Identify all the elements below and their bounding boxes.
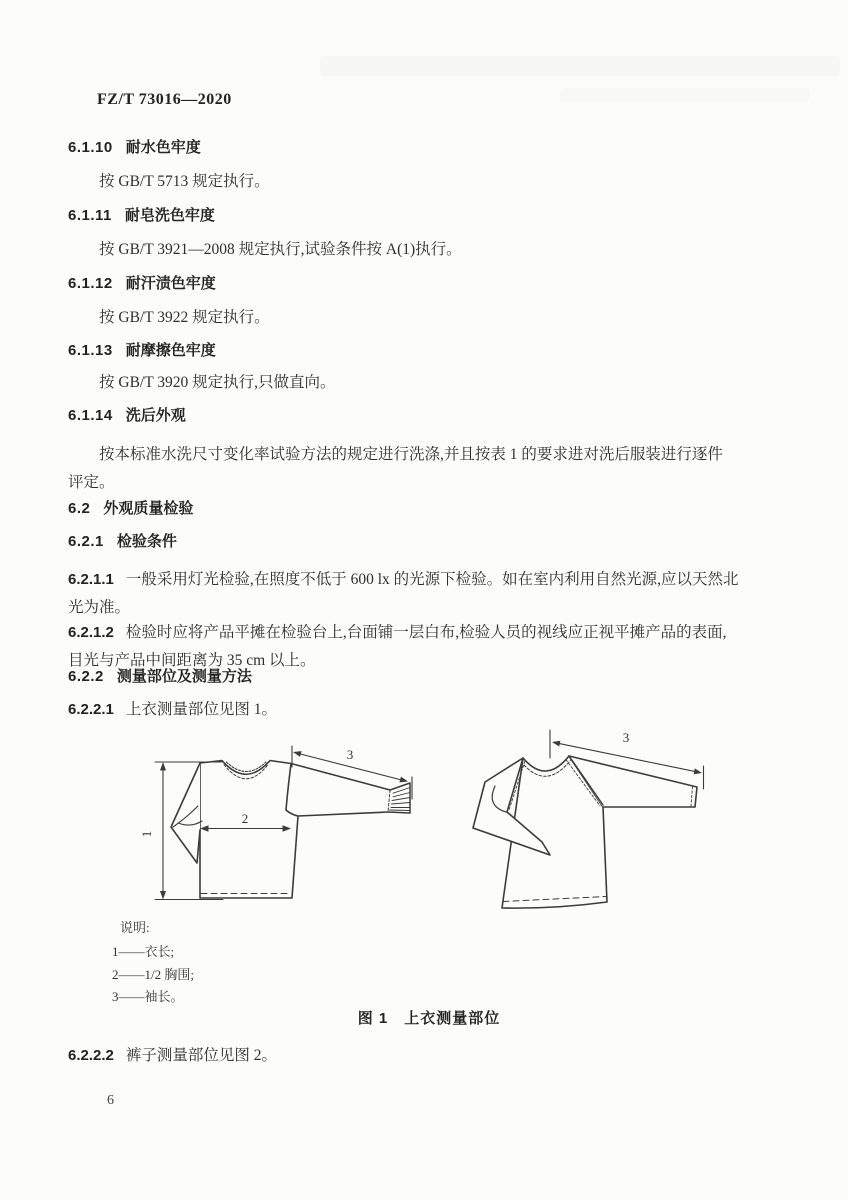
paragraph-6-2-2-1 (68, 700, 277, 720)
figure-1-drawing (105, 722, 765, 914)
section-title: 耐皂洗色牢度 (124, 207, 215, 224)
section-number: 6.2.1 (68, 533, 104, 550)
paragraph-line: 光为准。 (68, 599, 131, 616)
section-title: 洗后外观 (125, 407, 186, 424)
dim-label-length: 1 (139, 830, 154, 838)
figure-1-caption: 图 1 上衣测量部位 (357, 1010, 501, 1027)
section-heading-6-1-14 (68, 407, 186, 426)
clause-text: 裤子测量部位见图 2。 (125, 1047, 278, 1064)
figure-legend (112, 941, 194, 1009)
figure-legend-title: 说明: (120, 920, 150, 935)
clause-text: 一般采用灯光检验,在照度不低于 600 lx 的光源下检验。如在室内利用自然光源,应以天然北 (125, 571, 739, 588)
section-number: 6.1.13 (68, 342, 113, 359)
legend-item: 2——1/2 胸围; (112, 966, 194, 982)
paragraph-6-1-10: 按 GB/T 5713 规定执行。 (99, 173, 270, 190)
section-title: 耐水色牢度 (125, 139, 201, 156)
section-heading-6-1-13 (68, 342, 216, 361)
section-number: 6.1.11 (68, 207, 112, 224)
paragraph-6-1-11: 按 GB/T 3921—2008 规定执行,试验条件按 A(1)执行。 (99, 241, 462, 258)
section-number: 6.1.14 (68, 407, 113, 424)
legend-item: 1——衣长; (112, 944, 175, 959)
paragraph-6-2-1-1 (68, 566, 790, 622)
standard-number-header: FZ/T 73016—2020 (97, 91, 232, 108)
paragraph-6-1-13: 按 GB/T 3920 规定执行,只做直向。 (99, 374, 336, 391)
section-number: 6.1.10 (68, 139, 113, 156)
section-title: 外观质量检验 (103, 500, 194, 517)
scan-smudge (560, 88, 810, 102)
page-number: 6 (107, 1093, 114, 1108)
clause-text: 上衣测量部位见图 1。 (125, 701, 278, 718)
paragraph-line: 目光与产品中间距离为 35 cm 以上。 (68, 652, 316, 669)
clause-number: 6.2.1.1 (68, 571, 114, 588)
section-heading-6-1-12 (68, 275, 216, 294)
section-heading-6-2 (68, 500, 193, 519)
section-heading-6-1-11 (68, 207, 215, 226)
scan-smudge (320, 56, 840, 76)
paragraph-line: 按本标准水洗尺寸变化率试验方法的规定进行洗涤,并且按表 1 的要求进对洗后服装进行逐件 (99, 446, 723, 463)
clause-text: 检验时应将产品平摊在检验台上,台面铺一层白布,检验人员的视线应正视平摊产品的表面, (125, 624, 727, 641)
paragraph-line: 评定。 (68, 474, 115, 491)
section-title: 检验条件 (116, 533, 177, 550)
section-heading-6-2-2 (68, 668, 252, 687)
section-heading-6-2-1 (68, 533, 177, 552)
paragraph-line (68, 619, 790, 647)
dim-label-chest: 2 (241, 811, 249, 826)
section-heading-6-1-10 (68, 139, 201, 158)
legend-item: 3——袖长。 (112, 989, 184, 1004)
paragraph-6-2-1-2 (68, 619, 790, 675)
clause-number: 6.2.2.2 (68, 1047, 114, 1064)
clause-number: 6.2.1.2 (68, 624, 114, 641)
section-number: 6.2 (68, 500, 91, 517)
section-title: 测量部位及测量方法 (116, 668, 252, 685)
paragraph-6-1-12: 按 GB/T 3922 规定执行。 (99, 309, 270, 326)
section-number: 6.1.12 (68, 275, 113, 292)
paragraph-6-1-14 (68, 441, 790, 497)
section-number: 6.2.2 (68, 668, 104, 685)
clause-number: 6.2.2.1 (68, 701, 114, 718)
paragraph-6-2-2-2 (68, 1046, 277, 1066)
section-title: 耐摩擦色牢度 (125, 342, 216, 359)
paragraph-line (68, 566, 790, 594)
dim-label-sleeve-1: 3 (346, 747, 354, 762)
section-title: 耐汗渍色牢度 (125, 275, 216, 292)
raglan-sleeve-shirt-diagram (473, 756, 697, 908)
dim-label-sleeve-2: 3 (622, 730, 630, 745)
